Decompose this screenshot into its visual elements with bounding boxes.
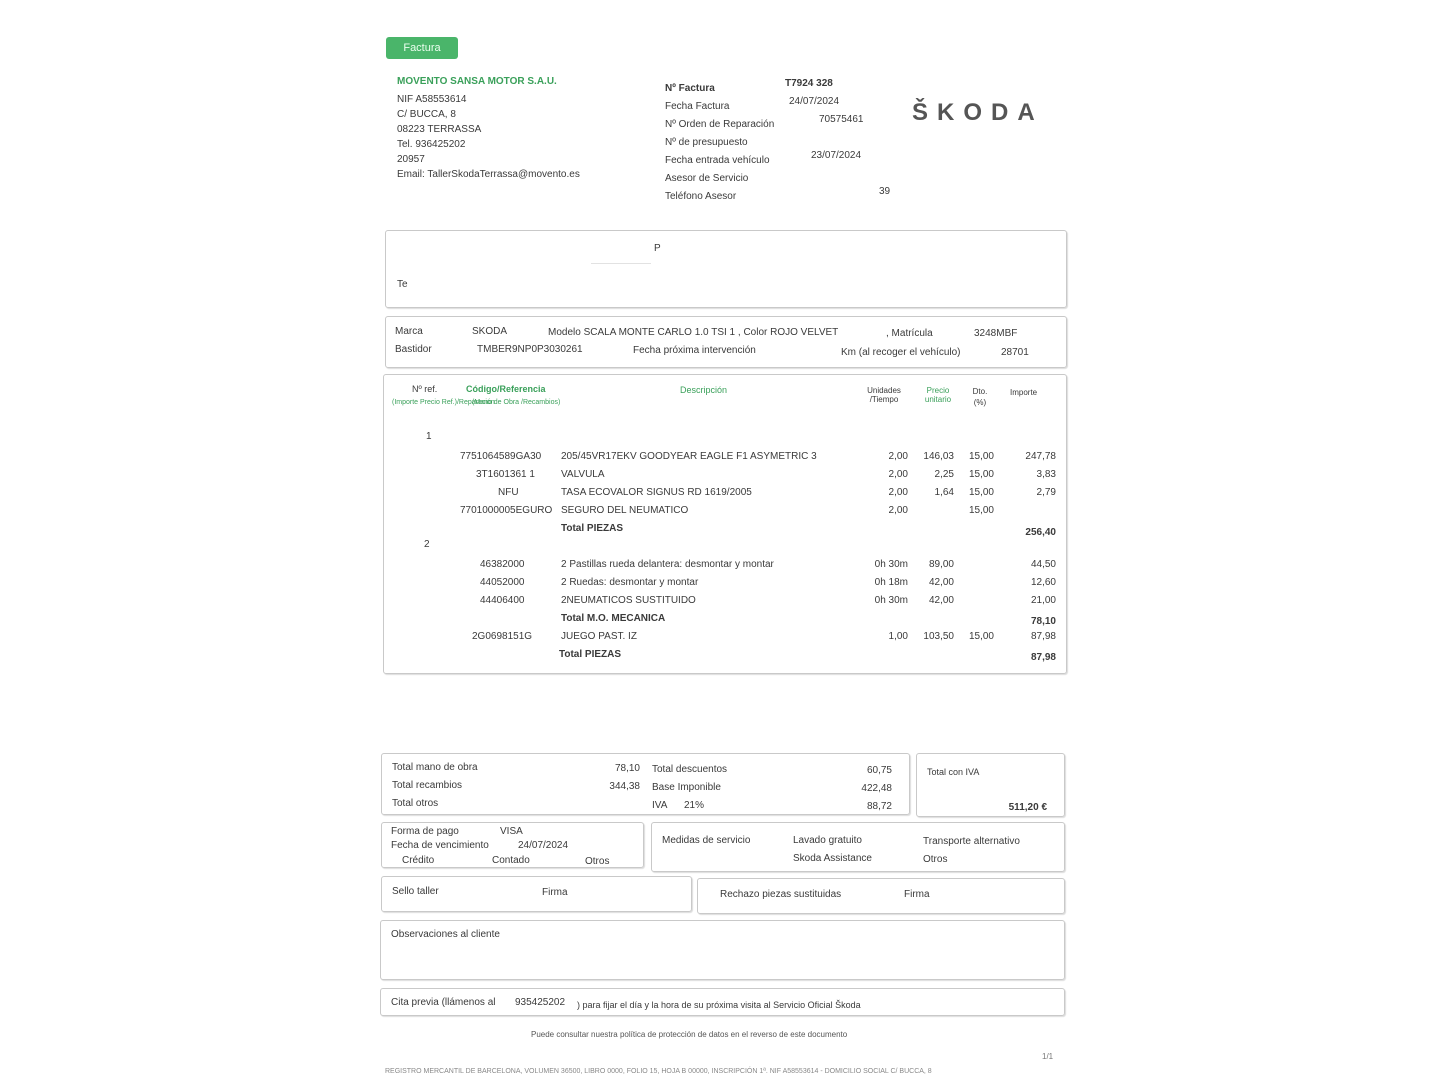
group3-total-label: Total PIEZAS bbox=[559, 649, 622, 660]
row-discount: 15,00 bbox=[968, 487, 994, 498]
row-amount: 21,00 bbox=[1030, 595, 1056, 606]
parts-rejection-label: Rechazo piezas sustituidas bbox=[720, 889, 842, 900]
row-units: 2,00 bbox=[888, 487, 908, 498]
payment-option-credit: Crédito bbox=[402, 855, 435, 866]
row-units: 2,00 bbox=[888, 451, 908, 462]
vehicle-brand: SKODA bbox=[472, 326, 508, 337]
workshop-seal-label: Sello taller bbox=[392, 886, 439, 897]
company-tel: Tel. 936425202 bbox=[397, 139, 466, 150]
grand-total-label: Total con IVA bbox=[927, 767, 980, 777]
group1-total-label: Total PIEZAS bbox=[561, 523, 624, 534]
row-discount: 15,00 bbox=[968, 469, 994, 480]
vehicle-vin-label: Bastidor bbox=[395, 344, 432, 355]
row-price: 89,00 bbox=[928, 559, 954, 570]
row-price: 103,50 bbox=[923, 631, 954, 642]
company-nif: NIF A58553614 bbox=[397, 94, 467, 105]
row-description: 2 Ruedas: desmontar y montar bbox=[561, 577, 699, 588]
row-code: 2G0698151G bbox=[472, 631, 533, 642]
row-units: 0h 30m bbox=[874, 559, 908, 570]
col-units: Unidades /Tiempo bbox=[867, 386, 901, 404]
customer-signature-label: Firma bbox=[904, 889, 930, 900]
budget-number-label: Nº de presupuesto bbox=[665, 137, 748, 148]
vehicle-brand-label: Marca bbox=[395, 326, 423, 337]
invoice-date: 24/07/2024 bbox=[789, 96, 840, 107]
payment-option-other: Otros bbox=[585, 856, 610, 867]
row-amount: 44,50 bbox=[1030, 559, 1056, 570]
observations-box bbox=[380, 920, 1065, 980]
page-number: 1/1 bbox=[1042, 1052, 1054, 1061]
row-code: 44052000 bbox=[480, 577, 525, 588]
company-registry: REGISTRO MERCANTIL DE BARCELONA, VOLUMEN 36500, LIBRO 0000, FOLIO 15, HOJA B 00000, INSCRIPCIÓN 1ª. NIF A58553614 - DOMICILIO SOCIAL C/ BUCCA, 8 bbox=[385, 1068, 932, 1075]
row-amount: 3,83 bbox=[1036, 469, 1056, 480]
group2-marker: 2 bbox=[424, 539, 430, 550]
appointment-text: ) para fijar el día y la hora de su próxima visita al Servicio Oficial Škoda bbox=[577, 1000, 861, 1010]
customer-box bbox=[385, 230, 1067, 308]
invoice-number: T7924 328 bbox=[785, 78, 833, 89]
observations-label: Observaciones al cliente bbox=[391, 929, 500, 940]
parts-total: 344,38 bbox=[609, 781, 640, 792]
group2-total-row bbox=[384, 613, 1066, 631]
skoda-logo: ŠKODA bbox=[912, 99, 1044, 126]
row-price: 42,00 bbox=[928, 595, 954, 606]
labor-total-label: Total mano de obra bbox=[392, 762, 478, 773]
col-price: Precio unitario bbox=[924, 386, 952, 404]
repair-order: 70575461 bbox=[819, 114, 864, 125]
col-code: Código/Referencia bbox=[466, 384, 546, 394]
company-block bbox=[397, 76, 580, 181]
group2-total-label: Total M.O. MECANICA bbox=[561, 613, 666, 624]
repair-order-label: Nº Orden de Reparación bbox=[665, 119, 775, 130]
row-description: 205/45VR17EKV GOODYEAR EAGLE F1 ASYMETRIC 3 bbox=[561, 451, 817, 462]
labor-total: 78,10 bbox=[614, 763, 640, 774]
entry-date: 23/07/2024 bbox=[811, 150, 862, 161]
service-advisor-label: Asesor de Servicio bbox=[665, 173, 749, 184]
row-discount: 15,00 bbox=[968, 505, 994, 516]
discounts-label: Total descuentos bbox=[652, 764, 728, 775]
parts-total-label: Total recambios bbox=[392, 780, 463, 791]
vat-amount: 88,72 bbox=[866, 801, 892, 812]
vehicle-plate-label: , Matrícula bbox=[886, 328, 933, 339]
vehicle-box bbox=[385, 316, 1067, 368]
row-description: JUEGO PAST. IZ bbox=[561, 631, 637, 642]
vehicle-vin: TMBER9NP0P3030261 bbox=[477, 344, 583, 355]
customer-redacted-line bbox=[591, 263, 651, 264]
group3-total: 87,98 bbox=[1030, 652, 1056, 663]
group1-total: 256,40 bbox=[1025, 527, 1056, 538]
items-table bbox=[383, 374, 1067, 674]
appointment-box bbox=[380, 988, 1065, 1016]
privacy-note: Puede consultar nuestra política de protección de datos en el reverso de este documento bbox=[531, 1030, 848, 1039]
grand-total-box bbox=[916, 753, 1065, 817]
due-date: 24/07/2024 bbox=[518, 840, 569, 851]
col-discount: Dto. (%) bbox=[972, 387, 988, 407]
table-row bbox=[384, 505, 1066, 523]
next-service-label: Fecha próxima intervención bbox=[633, 345, 756, 356]
row-price: 42,00 bbox=[928, 577, 954, 588]
grand-total: 511,20 € bbox=[1008, 802, 1047, 813]
group1-marker: 1 bbox=[426, 431, 432, 442]
group2-total: 78,10 bbox=[1030, 616, 1056, 627]
row-description: SEGURO DEL NEUMATICO bbox=[561, 505, 689, 516]
measure-other: Otros bbox=[923, 854, 948, 865]
tax-base-label: Base Imponible bbox=[652, 782, 721, 793]
measure-free-wash: Lavado gratuito bbox=[793, 835, 862, 846]
entry-date-label: Fecha entrada vehículo bbox=[665, 155, 770, 166]
payment-option-cash: Contado bbox=[492, 855, 530, 866]
row-amount: 87,98 bbox=[1030, 631, 1056, 642]
row-amount: 12,60 bbox=[1030, 577, 1056, 588]
table-row bbox=[384, 559, 1066, 577]
due-date-label: Fecha de vencimiento bbox=[391, 840, 489, 851]
table-row bbox=[384, 451, 1066, 469]
row-discount: 15,00 bbox=[968, 451, 994, 462]
customer-name: P bbox=[654, 243, 661, 254]
row-description: 2 Pastillas rueda delantera: desmontar y montar bbox=[561, 559, 774, 570]
row-code: 7751064589GA30 bbox=[460, 451, 542, 462]
customer-phone-label: Te bbox=[397, 279, 408, 290]
invoice-date-label: Fecha Factura bbox=[665, 101, 730, 112]
vat-label: IVA bbox=[652, 800, 668, 811]
totals-box bbox=[381, 753, 910, 815]
table-row bbox=[384, 631, 1066, 649]
workshop-seal-box bbox=[381, 876, 692, 912]
row-units: 0h 18m bbox=[874, 577, 908, 588]
table-row bbox=[384, 487, 1066, 505]
other-total-label: Total otros bbox=[392, 798, 439, 809]
col-nref: Nº ref. bbox=[412, 384, 438, 394]
service-measures-box bbox=[651, 822, 1065, 872]
row-code: 3T1601361 1 bbox=[476, 469, 535, 480]
vat-rate: 21% bbox=[684, 800, 705, 811]
mileage-label: Km (al recoger el vehículo) bbox=[841, 347, 961, 358]
measure-assistance: Skoda Assistance bbox=[793, 853, 872, 864]
company-extra: 20957 bbox=[397, 154, 425, 165]
invoice-type-tag: Factura bbox=[386, 37, 458, 59]
invoice-fields bbox=[665, 78, 895, 204]
measure-alt-transport: Transporte alternativo bbox=[923, 836, 1020, 847]
payment-method-label: Forma de pago bbox=[391, 826, 459, 837]
row-amount: 247,78 bbox=[1025, 451, 1056, 462]
workshop-signature-label: Firma bbox=[542, 887, 568, 898]
table-row bbox=[384, 469, 1066, 487]
row-code: NFU bbox=[498, 487, 519, 498]
row-units: 2,00 bbox=[888, 505, 908, 516]
row-code: 7701000005EGURO bbox=[460, 505, 553, 516]
company-city: 08223 TERRASSA bbox=[397, 124, 482, 135]
row-units: 0h 30m bbox=[874, 595, 908, 606]
row-units: 1,00 bbox=[888, 631, 908, 642]
group1-total-row bbox=[384, 523, 1066, 541]
payment-method: VISA bbox=[500, 826, 523, 837]
row-price: 146,03 bbox=[923, 451, 954, 462]
service-measures-label: Medidas de servicio bbox=[662, 835, 751, 846]
vehicle-model: Modelo SCALA MONTE CARLO 1.0 TSI 1 , Color ROJO VELVET bbox=[548, 327, 839, 338]
vehicle-plate: 3248MBF bbox=[974, 328, 1018, 339]
row-code: 44406400 bbox=[480, 595, 525, 606]
row-description: 2NEUMATICOS SUSTITUIDO bbox=[561, 595, 696, 606]
row-units: 2,00 bbox=[888, 469, 908, 480]
col-description: Descripción bbox=[680, 385, 728, 395]
col-amount: Importe bbox=[1010, 388, 1038, 397]
row-discount: 15,00 bbox=[968, 631, 994, 642]
invoice-number-label: Nº Factura bbox=[665, 83, 715, 94]
row-code: 46382000 bbox=[480, 559, 525, 570]
discounts: 60,75 bbox=[866, 765, 892, 776]
table-row bbox=[384, 595, 1066, 613]
col-code-sub: (Mano de Obra /Recambios) bbox=[472, 399, 561, 406]
company-street: C/ BUCCA, 8 bbox=[397, 109, 456, 120]
col-nref-sub: (Importe Precio Ref.)/Reparación bbox=[392, 399, 495, 406]
row-price: 1,64 bbox=[934, 487, 954, 498]
table-row bbox=[384, 577, 1066, 595]
row-description: TASA ECOVALOR SIGNUS RD 1619/2005 bbox=[561, 487, 752, 498]
mileage: 28701 bbox=[1001, 347, 1029, 358]
appointment-phone: 935425202 bbox=[515, 997, 566, 1008]
appointment-label: Cita previa (llámenos al bbox=[391, 997, 496, 1008]
advisor-phone-label: Teléfono Asesor bbox=[665, 191, 737, 202]
row-amount: 2,79 bbox=[1036, 487, 1056, 498]
company-email: Email: TallerSkodaTerrassa@movento.es bbox=[397, 169, 580, 180]
parts-rejection-box bbox=[697, 878, 1065, 914]
group3-total-row bbox=[384, 649, 1066, 667]
tax-base: 422,48 bbox=[861, 783, 892, 794]
company-name: MOVENTO SANSA MOTOR S.A.U. bbox=[397, 76, 557, 87]
row-price: 2,25 bbox=[934, 469, 954, 480]
advisor-phone: 39 bbox=[879, 186, 891, 197]
row-description: VALVULA bbox=[561, 469, 605, 480]
payment-box bbox=[381, 822, 644, 868]
